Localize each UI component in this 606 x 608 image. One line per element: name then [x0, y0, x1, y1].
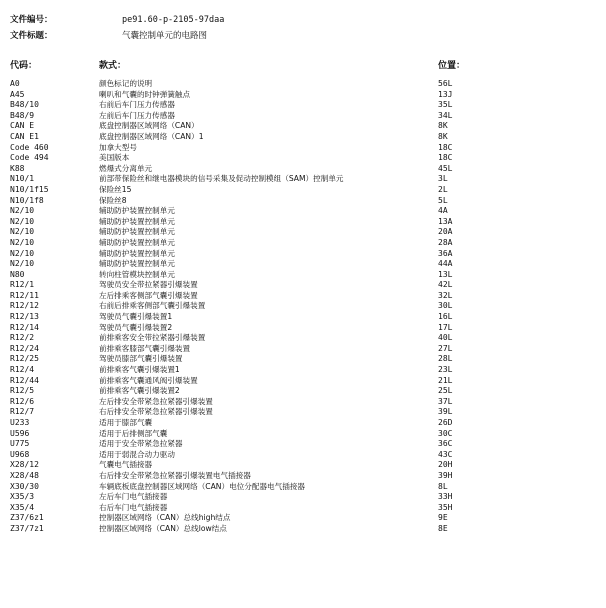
row-code: N2/10 — [10, 227, 35, 237]
table-row — [0, 439, 606, 450]
row-code: N2/10 — [10, 206, 35, 216]
row-description: 辅助防护装置控制单元 — [99, 248, 175, 258]
row-position: 28L — [438, 354, 453, 364]
row-code: N10/1f15 — [10, 184, 49, 194]
row-description: 左前后车门压力传感器 — [99, 110, 175, 120]
row-description: 前排乘客气囊引爆装置2 — [99, 386, 180, 396]
row-description: 右后车门电气插接器 — [99, 502, 168, 512]
row-description: 左后排安全带紧急拉紧器引爆装置 — [99, 396, 213, 406]
row-position: 36C — [438, 439, 453, 449]
row-position: 23L — [438, 365, 453, 375]
row-code: R12/1 — [10, 280, 35, 290]
row-code: R12/25 — [10, 354, 39, 364]
row-position: 13L — [438, 269, 453, 279]
table-row — [0, 90, 606, 101]
row-code: U596 — [10, 428, 30, 438]
row-description: 辅助防护装置控制单元 — [99, 216, 175, 226]
table-row — [0, 121, 606, 132]
row-description: 驾驶员安全带拉紧器引爆装置 — [99, 280, 198, 290]
code-column-header: 代码： — [10, 61, 38, 71]
table-row — [0, 79, 606, 90]
text-column-header: 款式： — [99, 61, 127, 71]
table-row — [0, 132, 606, 143]
row-position: 39L — [438, 407, 453, 417]
table-row — [0, 397, 606, 408]
table-row — [0, 354, 606, 365]
table-row — [0, 429, 606, 440]
table-row — [0, 323, 606, 334]
row-code: R12/2 — [10, 333, 35, 343]
row-description: 右前后排乘客侧部气囊引爆装置 — [99, 301, 206, 311]
row-position: 25L — [438, 386, 453, 396]
file-title-label: 文件标题： — [10, 31, 53, 41]
row-code: X35/4 — [10, 502, 35, 512]
row-code: A45 — [10, 89, 25, 99]
row-description: 左后车门电气插接器 — [99, 492, 168, 502]
row-description: 燃爆式分离单元 — [99, 163, 153, 173]
table-row — [0, 482, 606, 493]
row-position: 3L — [438, 174, 448, 184]
table-row — [0, 174, 606, 185]
table-row — [0, 450, 606, 461]
row-position: 20A — [438, 227, 453, 237]
row-position: 8K — [438, 121, 448, 131]
row-code: Code 460 — [10, 142, 49, 152]
row-description: 驾驶员气囊引爆装置1 — [99, 312, 173, 322]
table-row — [0, 333, 606, 344]
row-code: N80 — [10, 269, 25, 279]
row-position: 34L — [438, 110, 453, 120]
row-position: 26D — [438, 418, 453, 427]
row-description: 美国版本 — [99, 153, 130, 163]
row-position: 45L — [438, 163, 453, 173]
row-position: 8E — [438, 523, 448, 533]
row-description: 前排乘客膝部气囊引爆装置 — [99, 343, 191, 353]
row-description: 辅助防护装置控制单元 — [99, 259, 175, 269]
row-position: 30C — [438, 428, 453, 438]
row-code: Z37/6z1 — [10, 513, 44, 523]
row-description: 颜色标记的说明 — [99, 79, 153, 88]
row-code: U968 — [10, 449, 30, 459]
row-position: 30L — [438, 301, 453, 311]
table-row — [0, 291, 606, 302]
table-row — [0, 407, 606, 418]
row-code: N10/1 — [10, 174, 35, 184]
row-position: 17L — [438, 322, 453, 332]
row-code: R12/6 — [10, 396, 35, 406]
row-description: 适用于膝部气囊 — [99, 418, 153, 427]
row-description: 适用于后排侧部气囊 — [99, 428, 168, 438]
row-code: X30/30 — [10, 481, 39, 491]
row-description: 转向柱管模块控制单元 — [99, 269, 175, 279]
row-position: 20H — [438, 460, 453, 470]
position-column-header: 位置： — [438, 61, 466, 71]
row-code: Code 494 — [10, 153, 49, 163]
table-row — [0, 196, 606, 207]
row-code: X35/3 — [10, 492, 35, 502]
table-row — [0, 185, 606, 196]
row-position: 33H — [438, 492, 453, 502]
row-position: 4A — [438, 206, 448, 216]
row-position: 5L — [438, 195, 448, 205]
row-code: R12/4 — [10, 365, 35, 375]
row-code: U775 — [10, 439, 30, 449]
row-code: N2/10 — [10, 248, 35, 258]
table-row — [0, 386, 606, 397]
row-description: 辅助防护装置控制单元 — [99, 237, 175, 247]
table-row — [0, 524, 606, 535]
row-description: 辅助防护装置控制单元 — [99, 227, 175, 237]
table-row — [0, 143, 606, 154]
row-code: CAN E — [10, 121, 35, 131]
row-description: 保险丝8 — [99, 195, 127, 205]
row-position: 36A — [438, 248, 453, 258]
row-code: R12/7 — [10, 407, 35, 417]
row-code: N10/1f8 — [10, 195, 44, 205]
row-position: 18C — [438, 142, 453, 152]
row-code: B48/9 — [10, 110, 35, 120]
row-position: 16L — [438, 312, 453, 322]
row-position: 42L — [438, 280, 453, 290]
row-code: N2/10 — [10, 216, 35, 226]
table-row — [0, 249, 606, 260]
table-row — [0, 492, 606, 503]
row-position: 13A — [438, 216, 453, 226]
legend-table — [0, 79, 606, 535]
row-position: 8K — [438, 131, 448, 141]
row-description: 右后排安全带紧急拉紧器引爆装置 — [99, 407, 213, 417]
row-position: 21L — [438, 375, 453, 385]
row-position: 35H — [438, 502, 453, 512]
row-code: B48/10 — [10, 100, 39, 110]
table-row — [0, 111, 606, 122]
table-row — [0, 259, 606, 270]
row-description: 前部带保险丝和继电器模块的信号采集及促动控制模组（SAM）控制单元 — [99, 174, 344, 184]
row-description: 前排乘客气囊通风阀引爆装置 — [99, 375, 198, 385]
row-position: 43C — [438, 449, 453, 459]
row-code: K88 — [10, 163, 25, 173]
table-row — [0, 153, 606, 164]
row-code: X28/12 — [10, 460, 39, 470]
row-position: 9E — [438, 513, 448, 523]
table-row — [0, 513, 606, 524]
table-row — [0, 270, 606, 281]
row-code: R12/24 — [10, 343, 39, 353]
row-code: R12/11 — [10, 290, 39, 300]
table-row — [0, 217, 606, 228]
row-position: 18C — [438, 153, 453, 163]
row-position: 39H — [438, 470, 453, 480]
row-position: 13J — [438, 89, 453, 99]
file-number-value: pe91.60-p-2105-97daa — [122, 15, 225, 25]
row-description: 辅助防护装置控制单元 — [99, 206, 175, 216]
table-row — [0, 503, 606, 514]
table-row — [0, 100, 606, 111]
row-position: 40L — [438, 333, 453, 343]
row-code: CAN E1 — [10, 131, 39, 141]
row-description: 加拿大型号 — [99, 142, 137, 152]
row-description: 驾驶员气囊引爆装置2 — [99, 322, 173, 332]
row-code: Z37/7z1 — [10, 523, 44, 533]
row-description: 保险丝15 — [99, 184, 132, 194]
table-row — [0, 206, 606, 217]
table-row — [0, 301, 606, 312]
table-row — [0, 164, 606, 175]
table-row — [0, 344, 606, 355]
row-position: 27L — [438, 343, 453, 353]
row-code: R12/14 — [10, 322, 39, 332]
row-position: 35L — [438, 100, 453, 110]
row-description: 前排乘客气囊引爆装置1 — [99, 365, 180, 375]
row-description: 右前后车门压力传感器 — [99, 100, 175, 110]
table-row — [0, 312, 606, 323]
row-description: 底盘控制器区域网络（CAN）1 — [99, 131, 204, 141]
row-description: 车辆底板底盘控制器区域网络（CAN）电位分配器电气插接器 — [99, 481, 306, 491]
row-position: 28A — [438, 237, 453, 247]
table-row — [0, 365, 606, 376]
row-description: 适用于弱混合动力驱动 — [99, 449, 175, 459]
row-description: 控制器区域网络（CAN）总线high结点 — [99, 513, 231, 523]
table-row — [0, 280, 606, 291]
table-row — [0, 418, 606, 429]
row-description: 气囊电气插接器 — [99, 460, 153, 470]
row-position: 37L — [438, 396, 453, 406]
row-description: 喇叭和气囊的时钟弹簧触点 — [99, 89, 191, 99]
row-description: 适用于安全带紧急拉紧器 — [99, 439, 183, 449]
row-description: 左后排乘客侧部气囊引爆装置 — [99, 290, 198, 300]
row-code: R12/44 — [10, 375, 39, 385]
row-code: A0 — [10, 79, 20, 88]
row-position: 2L — [438, 184, 448, 194]
file-title-value: 气囊控制单元的电路图 — [122, 31, 208, 41]
row-position: 56L — [438, 79, 453, 88]
table-row — [0, 238, 606, 249]
table-row — [0, 460, 606, 471]
row-code: X28/48 — [10, 470, 39, 480]
row-position: 8L — [438, 481, 448, 491]
row-position: 32L — [438, 290, 453, 300]
table-row — [0, 376, 606, 387]
row-code: R12/5 — [10, 386, 35, 396]
row-position: 44A — [438, 259, 453, 269]
row-code: N2/10 — [10, 259, 35, 269]
row-description: 底盘控制器区域网络（CAN） — [99, 121, 199, 131]
row-description: 右后排安全带紧急拉紧器引爆装置电气插接器 — [99, 470, 251, 480]
row-description: 控制器区域网络（CAN）总线low结点 — [99, 523, 227, 533]
table-row — [0, 471, 606, 482]
row-description: 前排乘客安全带拉紧器引爆装置 — [99, 333, 206, 343]
file-number-label: 文件编号： — [10, 15, 53, 25]
row-code: R12/12 — [10, 301, 39, 311]
row-code: N2/10 — [10, 237, 35, 247]
row-code: U233 — [10, 418, 30, 427]
table-row — [0, 227, 606, 238]
row-code: R12/13 — [10, 312, 39, 322]
row-description: 驾驶员膝部气囊引爆装置 — [99, 354, 183, 364]
